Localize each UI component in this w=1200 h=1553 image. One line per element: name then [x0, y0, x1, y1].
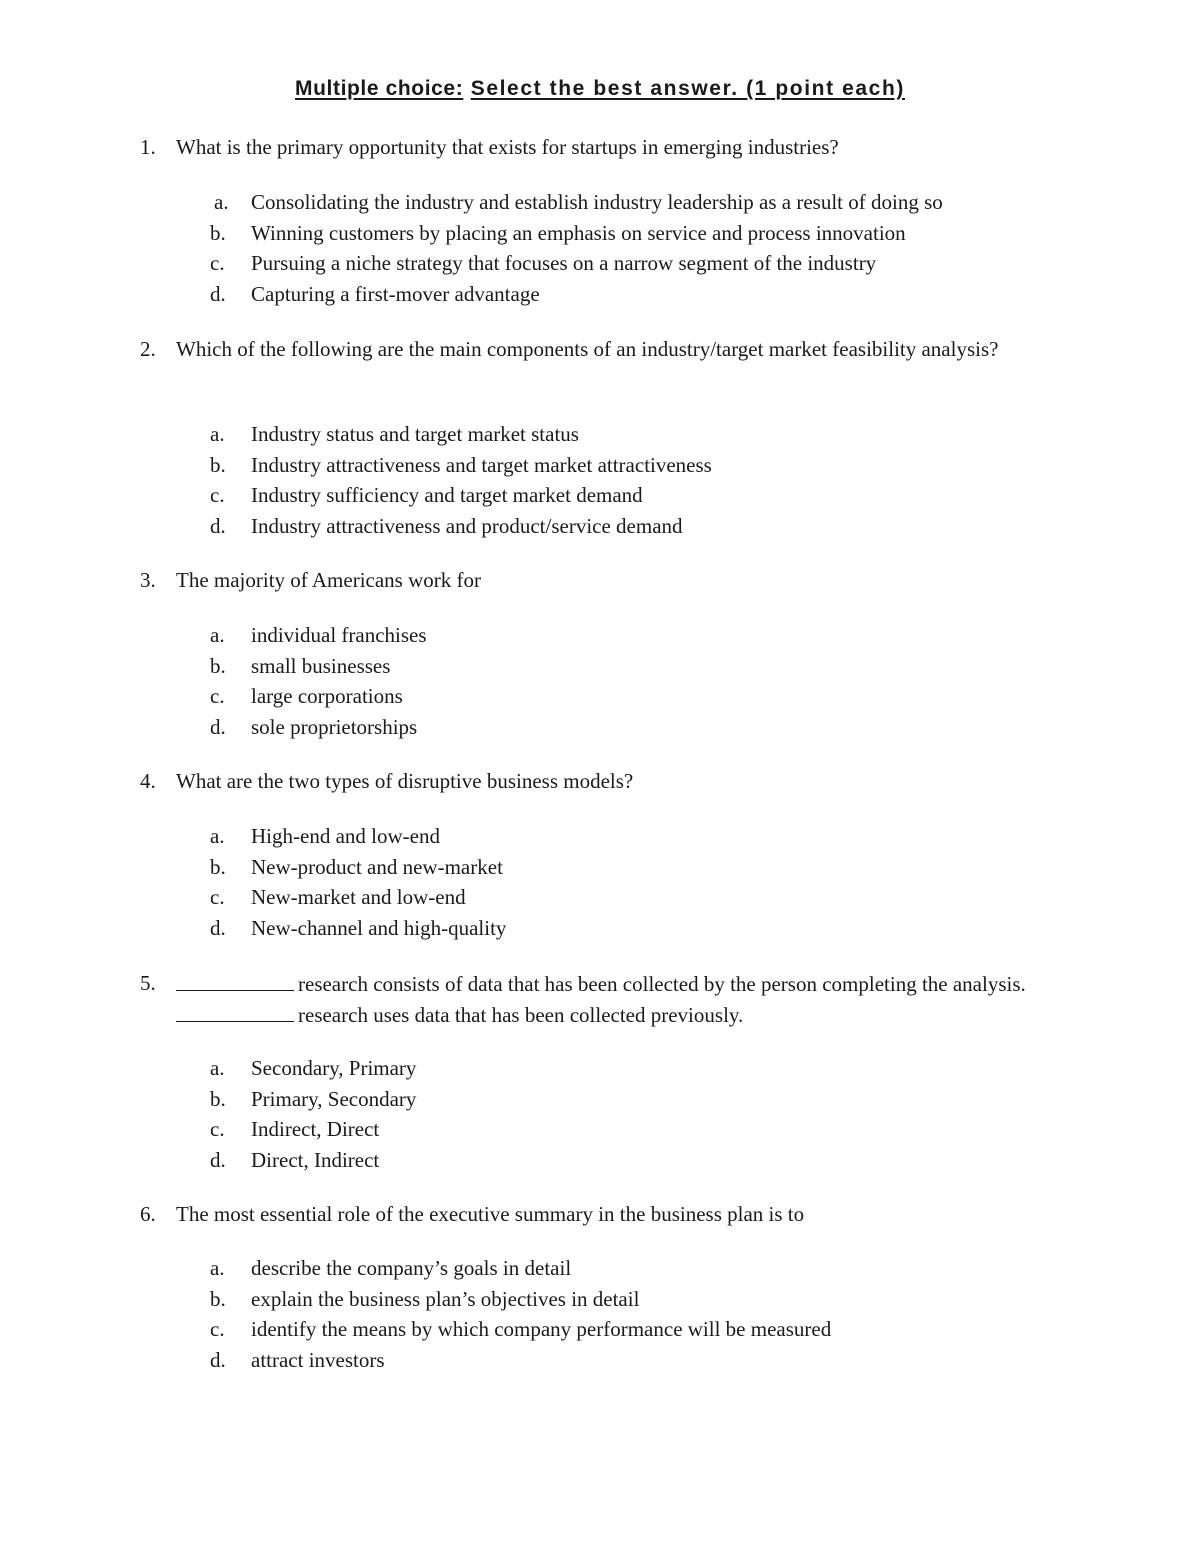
option-text: Industry sufficiency and target market demand: [251, 483, 643, 507]
option-2d: [0, 511, 1200, 542]
option-text: small businesses: [251, 653, 391, 678]
heading-label: Multiple choice:: [295, 77, 464, 100]
option-1c: [0, 248, 1200, 279]
fill-in-blank: [176, 968, 294, 991]
section-heading: [0, 74, 1200, 104]
option-text: large corporations: [251, 684, 403, 708]
option-letter: b.: [210, 1086, 226, 1111]
heading-instruction: Select the best answer. (1 point each): [470, 77, 905, 100]
option-letter: c.: [210, 483, 225, 507]
option-text: identify the means by which company performance will be measured: [251, 1317, 832, 1341]
option-6a: [0, 1253, 1200, 1284]
option-letter: b.: [210, 854, 226, 879]
option-text: describe the company’s goals in detail: [251, 1256, 572, 1280]
option-2a: [0, 419, 1200, 450]
question-text: What are the two types of disruptive business models?: [176, 769, 634, 793]
option-text: Industry attractiveness and target market attractiveness: [251, 452, 712, 477]
question-text: [176, 968, 1046, 1030]
option-5a: [0, 1053, 1200, 1084]
question-text: The most essential role of the executive summary in the business plan is to: [176, 1202, 805, 1226]
option-4b: [0, 852, 1200, 883]
option-letter: c.: [210, 1317, 225, 1341]
option-2b: [0, 450, 1200, 481]
option-3d: [0, 712, 1200, 743]
question-text-part1: research consists of data that has been collected by the person completing the analysis.: [298, 972, 1026, 996]
option-letter: d.: [210, 714, 226, 739]
option-6d: [0, 1345, 1200, 1376]
question-number: 2.: [140, 337, 156, 361]
option-letter: d.: [210, 915, 226, 940]
question-text-part2: research uses data that has been collected previously.: [298, 1003, 744, 1027]
option-text: explain the business plan’s objectives in detail: [251, 1286, 640, 1311]
option-3c: [0, 681, 1200, 712]
question-text: The majority of Americans work for: [176, 568, 481, 592]
option-letter: b.: [210, 452, 226, 477]
question-number: 5.: [140, 971, 156, 995]
option-letter: d.: [210, 1147, 226, 1172]
option-letter: a.: [210, 824, 225, 848]
option-text: New-market and low-end: [251, 885, 466, 909]
option-text: Consolidating the industry and establish industry leadership as a result of doing so: [251, 190, 943, 214]
option-letter: c.: [210, 885, 225, 909]
option-text: Pursuing a niche strategy that focuses on a narrow segment of the industry: [251, 251, 877, 275]
question-6-options: [0, 1253, 1200, 1375]
option-5d: [0, 1145, 1200, 1176]
question-2-options: [0, 419, 1200, 541]
option-text: Capturing a first-mover advantage: [251, 281, 540, 306]
option-1d: [0, 279, 1200, 310]
option-4a: [0, 821, 1200, 852]
question-number: 3.: [140, 568, 156, 592]
option-letter: c.: [210, 1117, 225, 1141]
option-6b: [0, 1284, 1200, 1315]
option-text: New-product and new-market: [251, 854, 503, 879]
question-number: 4.: [140, 769, 156, 793]
option-letter: a.: [210, 1256, 225, 1280]
option-3b: [0, 651, 1200, 682]
option-letter: b.: [210, 220, 226, 245]
option-1b: [0, 218, 1200, 249]
option-1a: [0, 187, 1200, 218]
question-text: Which of the following are the main components of an industry/target market feasibility analysis?: [176, 337, 999, 361]
option-letter: b.: [210, 653, 226, 678]
option-4c: [0, 882, 1200, 913]
option-letter: b.: [210, 1286, 226, 1311]
option-letter: c.: [210, 684, 225, 708]
option-4d: [0, 913, 1200, 944]
option-letter: d.: [210, 281, 226, 306]
option-2c: [0, 480, 1200, 511]
option-text: Winning customers by placing an emphasis on service and process innovation: [251, 220, 906, 245]
option-5b: [0, 1084, 1200, 1115]
option-text: Industry status and target market status: [251, 422, 579, 446]
question-4-options: [0, 821, 1200, 943]
option-text: New-channel and high-quality: [251, 915, 507, 940]
option-text: Industry attractiveness and product/service demand: [251, 513, 683, 538]
option-letter: a.: [210, 422, 225, 446]
option-text: High-end and low-end: [251, 824, 440, 848]
option-5c: [0, 1114, 1200, 1145]
question-number: 1.: [140, 135, 156, 159]
question-text: What is the primary opportunity that exists for startups in emerging industries?: [176, 135, 839, 159]
option-text: sole proprietorships: [251, 714, 418, 739]
option-letter: a.: [210, 1056, 225, 1080]
option-6c: [0, 1314, 1200, 1345]
question-number: 6.: [140, 1202, 156, 1226]
option-letter: d.: [210, 513, 226, 538]
question-5-options: [0, 1053, 1200, 1175]
question-1-options: [0, 187, 1200, 309]
fill-in-blank: [176, 999, 294, 1022]
option-text: Primary, Secondary: [251, 1086, 417, 1111]
option-3a: [0, 620, 1200, 651]
question-3-options: [0, 620, 1200, 742]
option-letter: c.: [210, 251, 225, 275]
option-letter: a.: [210, 623, 225, 647]
option-text: Direct, Indirect: [251, 1147, 380, 1172]
option-text: Indirect, Direct: [251, 1117, 380, 1141]
option-text: individual franchises: [251, 623, 427, 647]
option-text: attract investors: [251, 1347, 385, 1372]
option-text: Secondary, Primary: [251, 1056, 417, 1080]
option-letter: a.: [214, 190, 229, 214]
option-letter: d.: [210, 1347, 226, 1372]
